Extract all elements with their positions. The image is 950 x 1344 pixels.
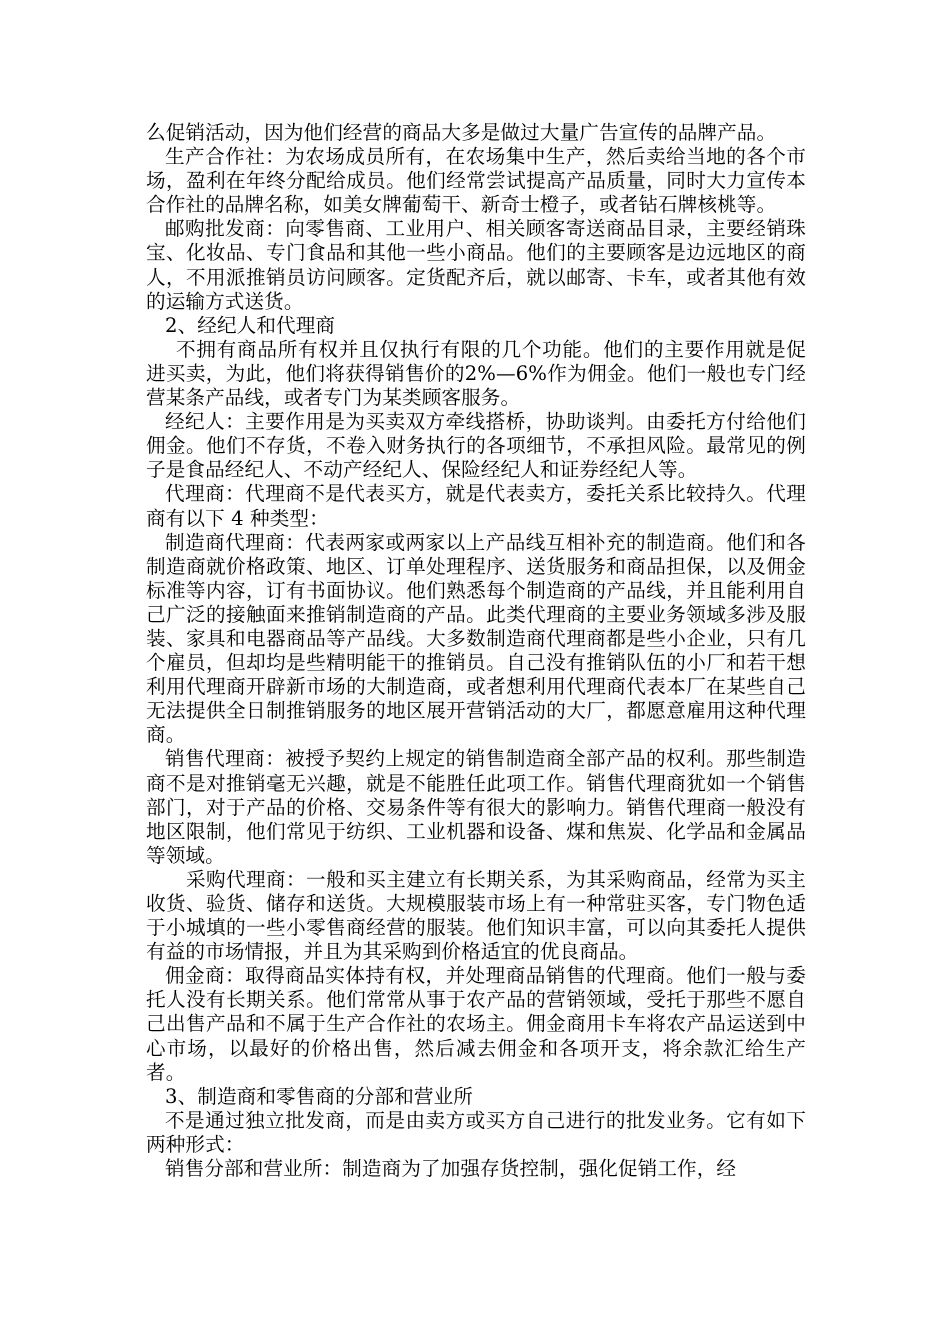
paragraph-manufacturer-agents: 制造商代理商：代表两家或两家以上产品线互相补充的制造商。他们和各制造商就价格政策、地区、订单处理程序、送货服务和商品担保，以及佣金标准等内容，订有书面协议。他们熟悉每个制造商的产品线，并且能利用自己广泛的接触面来推销制造商的产品。此类代理商的主要业务领域多涉及服装、家具和电器商品等产品线。大多数制造商代理商都是些小企业，只有几个雇员，但却均是些精明能干的推销员。自己没有推销队伍的小厂和若干想利用代理商开辟新市场的大制造商，或者想利用代理商代表本厂在某些自己无法提供全日制推销服务的地区展开营销活动的大厂，都愿意雇用这种代理商。 [146, 530, 806, 747]
document-body [146, 121, 806, 1181]
paragraph-brokers: 经纪人：主要作用是为买卖双方牵线搭桥，协助谈判。由委托方付给他们佣金。他们不存货，不卷入财务执行的各项细节，不承担风险。最常见的例子是食品经纪人、不动产经纪人、保险经纪人和证券经纪人等。 [146, 410, 806, 482]
paragraph-commission-merchants: 佣金商：取得商品实体持有权，并处理商品销售的代理商。他们一般与委托人没有长期关系。他们常常从事于农产品的营销领域，受托于那些不愿自己出售产品和不属于生产合作社的农场主。佣金商用卡车将农产品运送到中心市场，以最好的价格出售，然后减去佣金和各项开支，将余款汇给生产者。 [146, 964, 806, 1084]
paragraph-mail-order-wholesalers: 邮购批发商：向零售商、工业用户、相关顾客寄送商品目录，主要经销珠宝、化妆品、专门食品和其他一些小商品。他们的主要顾客是边远地区的商人，不用派推销员访问顾客。定货配齐后，就以邮寄、卡车，或者其他有效的运输方式送货。 [146, 217, 806, 313]
paragraph-brokers-agents-intro: 不拥有商品所有权并且仅执行有限的几个功能。他们的主要作用就是促进买卖，为此，他们将获得销售价的2%—6%作为佣金。他们一般也专门经营某条产品线，或者专门为某类顾客服务。 [146, 337, 806, 410]
heading-manufacturer-retailer-branches: 3、制造商和零售商的分部和营业所 [165, 1084, 473, 1108]
paragraph-promotion-continued: 么促销活动，因为他们经营的商品大多是做过大量广告宣传的品牌产品。 [146, 121, 777, 144]
paragraph-production-cooperatives: 生产合作社：为农场成员所有，在农场集中生产，然后卖给当地的各个市场，盈利在年终分配给成员。他们经常尝试提高产品质量，同时大力宣传本合作社的品牌名称，如美女牌葡萄干、新奇士橙子，或者钻石牌核桃等。 [146, 145, 806, 217]
paragraph-branches-intro: 不是通过独立批发商，而是由卖方或买方自己进行的批发业务。它有如下两种形式： [146, 1108, 806, 1156]
paragraph-agents: 代理商：代理商不是代表买方，就是代表卖方，委托关系比较持久。代理商有以下 4 种类型： [146, 482, 806, 530]
paragraph-selling-agents: 销售代理商：被授予契约上规定的销售制造商全部产品的权利。那些制造商不是对推销毫无兴趣，就是不能胜任此项工作。销售代理商犹如一个销售部门，对于产品的价格、交易条件等有很大的影响力。销售代理商一般没有地区限制，他们常见于纺织、工业机器和设备、煤和焦炭、化学品和金属品等领域。 [146, 747, 806, 867]
paragraph-purchasing-agents: 采购代理商：一般和买主建立有长期关系，为其采购商品，经常为买主收货、验货、储存和送货。大规模服装市场上有一种常驻买客，专门物色适于小城填的一些小零售商经营的服装。他们知识丰富，可以向其委托人提供有益的市场情报，并且为其采购到价格适宜的优良商品。 [146, 867, 806, 964]
heading-brokers-and-agents: 2、经纪人和代理商 [165, 313, 336, 337]
paragraph-sales-branches: 销售分部和营业所：制造商为了加强存货控制，强化促销工作，经 [165, 1157, 737, 1181]
